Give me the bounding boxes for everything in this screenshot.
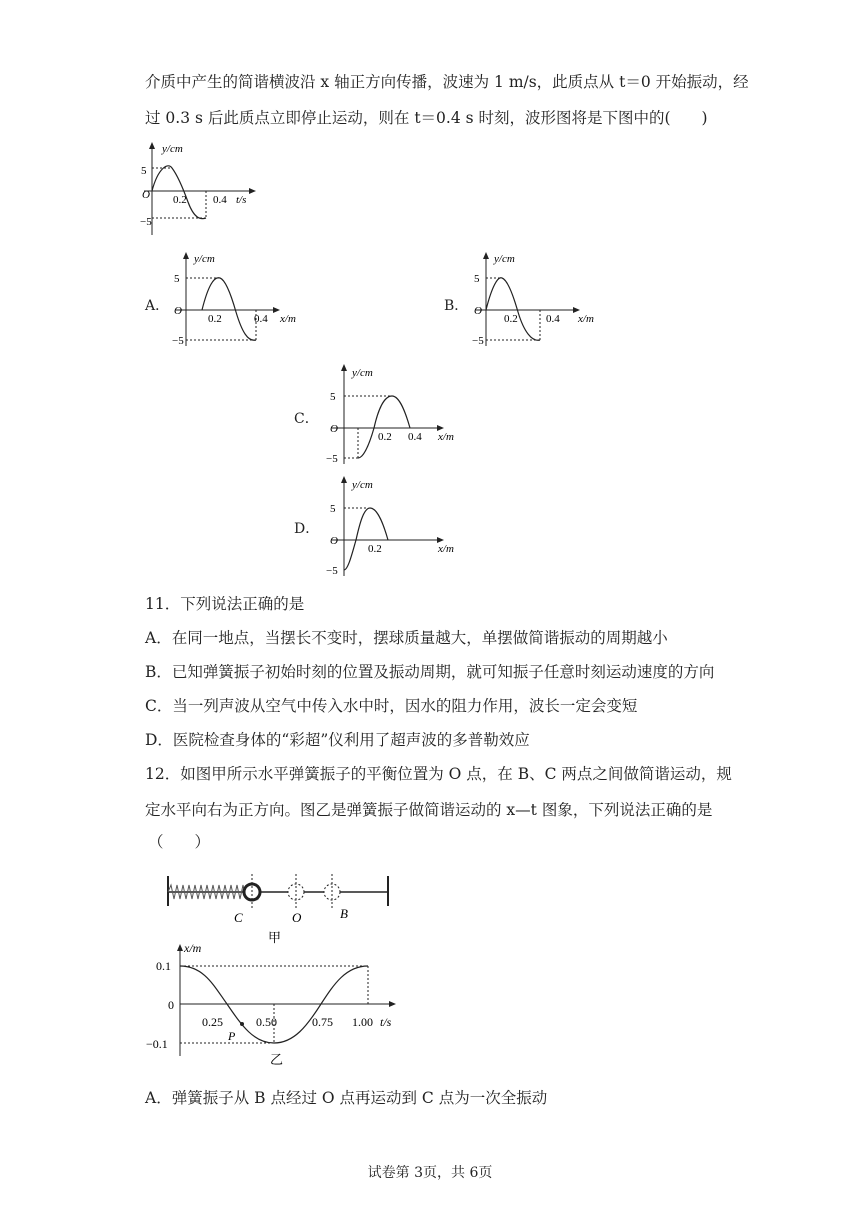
q10-option-b-label: B． bbox=[444, 298, 469, 314]
t-axis-label: t/s bbox=[236, 194, 247, 206]
c-yneg5: −5 bbox=[326, 453, 338, 465]
d-wave-curve bbox=[344, 508, 388, 570]
d-y-label: y/cm bbox=[352, 479, 373, 491]
a-wave-curve bbox=[202, 278, 256, 341]
yi-xtick-025: 0.25 bbox=[202, 1015, 223, 1029]
caption-yi: 乙 bbox=[270, 1052, 284, 1067]
d-yneg5: −5 bbox=[326, 565, 338, 577]
q10-line1: 介质中产生的简谐横波沿 x 轴正方向传播，波速为 1 m/s，此质点从 t＝0 开始振动，经 bbox=[145, 73, 749, 91]
a-x04: 0.4 bbox=[254, 313, 268, 325]
c-y5: 5 bbox=[330, 391, 336, 403]
b-x-label: x/m bbox=[578, 313, 594, 325]
b-origin: O bbox=[474, 305, 482, 317]
label-o: O bbox=[292, 910, 302, 925]
q10-option-a-label: A． bbox=[145, 298, 170, 314]
d-x02: 0.2 bbox=[368, 543, 382, 555]
q10-option-c-graph bbox=[320, 362, 470, 468]
spring-oscillator-figure bbox=[160, 868, 400, 948]
c-wave-curve bbox=[358, 396, 410, 458]
q10-option-d-label: D． bbox=[294, 521, 320, 537]
a-x02: 0.2 bbox=[208, 313, 222, 325]
b-y-label: y/cm bbox=[494, 253, 515, 265]
x-tick-04: 0.4 bbox=[213, 194, 227, 206]
origin-label: O bbox=[142, 189, 150, 201]
y-tick-neg5: −5 bbox=[140, 216, 152, 228]
q12-option-a: A．弹簧振子从 B 点经过 O 点再运动到 C 点为一次全振动 bbox=[145, 1089, 548, 1107]
y-tick-5: 5 bbox=[141, 165, 147, 177]
c-origin: O bbox=[330, 423, 338, 435]
c-y-label: y/cm bbox=[352, 367, 373, 379]
a-x-label: x/m bbox=[280, 313, 296, 325]
a-y-label: y/cm bbox=[194, 253, 215, 265]
q10-option-c-label: C． bbox=[294, 411, 319, 427]
yi-ytick-neg01: −0.1 bbox=[146, 1037, 168, 1051]
b-wave-curve bbox=[486, 278, 540, 341]
a-yneg5: −5 bbox=[172, 335, 184, 347]
q10-option-a-graph bbox=[168, 250, 308, 350]
q12-line2: 定水平向右为正方向。图乙是弹簧振子做简谐运动的 x—t 图象，下列说法正确的是 bbox=[145, 801, 713, 819]
d-x-label: x/m bbox=[438, 543, 454, 555]
a-origin: O bbox=[174, 305, 182, 317]
caption-jia: 甲 bbox=[268, 930, 282, 945]
yi-ytick-0: 0 bbox=[168, 998, 174, 1012]
c-x-label: x/m bbox=[438, 431, 454, 443]
yi-xtick-075: 0.75 bbox=[312, 1015, 333, 1029]
label-c: C bbox=[234, 910, 243, 925]
q11-option-a: A．在同一地点，当摆长不变时，摆球质量越大，单摆做简谐振动的周期越小 bbox=[145, 629, 668, 647]
q11-option-c: C．当一列声波从空气中传入水中时，因水的阻力作用，波长一定会变短 bbox=[145, 697, 638, 715]
q10-option-d-graph bbox=[320, 474, 470, 580]
label-b: B bbox=[340, 906, 348, 921]
page-footer: 试卷第 3页，共 6页 bbox=[367, 1165, 493, 1181]
q12-line3: （ ） bbox=[148, 833, 211, 851]
yi-ytick-01: 0.1 bbox=[156, 959, 171, 973]
q11-stem: 11．下列说法正确的是 bbox=[145, 595, 305, 613]
c-x02: 0.2 bbox=[378, 431, 392, 443]
b-y5: 5 bbox=[474, 273, 480, 285]
d-origin: O bbox=[330, 535, 338, 547]
point-p bbox=[240, 1022, 244, 1026]
y-axis-label: y/cm bbox=[162, 143, 183, 155]
b-x02: 0.2 bbox=[504, 313, 518, 325]
b-yneg5: −5 bbox=[472, 335, 484, 347]
q10-yt-graph bbox=[140, 140, 260, 240]
q10-option-b-graph bbox=[468, 250, 608, 350]
q10-line2: 过 0.3 s 后此质点立即停止运动，则在 t＝0.4 s 时刻，波形图将是下图中的( ) bbox=[145, 109, 708, 127]
a-y5: 5 bbox=[174, 273, 180, 285]
q11-option-d: D．医院检查身体的“彩超”仪利用了超声波的多普勒效应 bbox=[145, 731, 530, 749]
xt-graph bbox=[142, 940, 412, 1070]
x-tick-02: 0.2 bbox=[173, 194, 187, 206]
q12-line1: 12．如图甲所示水平弹簧振子的平衡位置为 O 点，在 B、C 两点之间做简谐运动，规 bbox=[145, 765, 732, 783]
c-x04: 0.4 bbox=[408, 431, 422, 443]
yi-xtick-050: 0.50 bbox=[256, 1015, 277, 1029]
label-p: P bbox=[228, 1029, 236, 1043]
q11-option-b: B．已知弹簧振子初始时刻的位置及振动周期，就可知振子任意时刻运动速度的方向 bbox=[145, 663, 715, 681]
wave-curve bbox=[152, 166, 206, 219]
yi-y-label: x/m bbox=[184, 941, 202, 955]
b-x04: 0.4 bbox=[546, 313, 560, 325]
yi-x-label: t/s bbox=[380, 1015, 392, 1029]
d-y5: 5 bbox=[330, 503, 336, 515]
yi-xtick-100: 1.00 bbox=[352, 1015, 373, 1029]
